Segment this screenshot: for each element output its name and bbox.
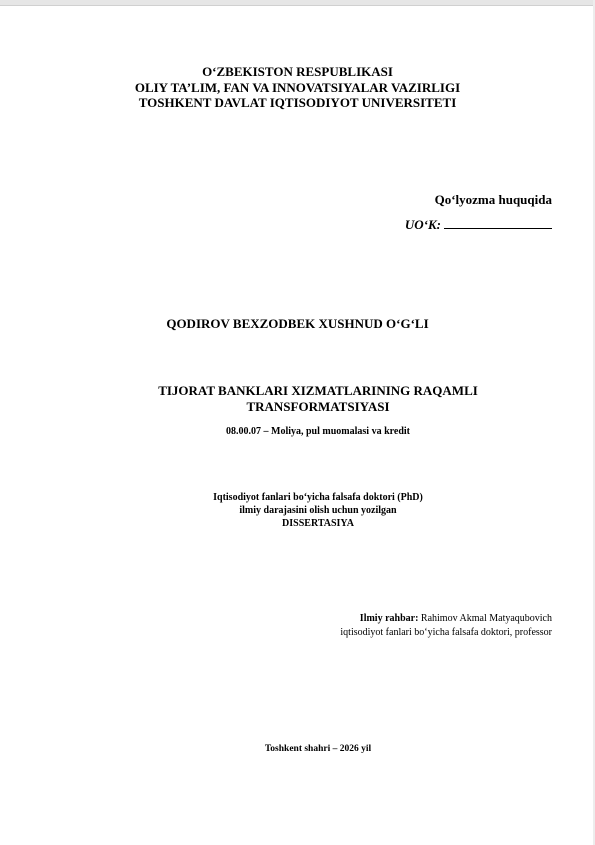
ministry-line: OLIY TA’LIM, FAN VA INNOVATSIYALAR VAZIRLIGI	[134, 79, 461, 95]
title-line-1: TIJORAT BANKLARI XIZMATLARINING RAQAMLI	[158, 383, 478, 398]
degree-line-2: ilmiy darajasini olish uchun yozilgan	[239, 505, 397, 516]
supervisor-line	[340, 612, 552, 626]
udk-blank-line	[444, 216, 552, 229]
title-line-2: TRANSFORMATSIYASI	[246, 399, 390, 414]
udk-field	[405, 216, 552, 233]
degree-line-3: DISSERTASIYA	[282, 518, 354, 529]
supervisor-label: Ilmiy rahbar:	[359, 613, 419, 624]
author-name: QODIROV BEXZODBEK XUSHNUD O‘G‘LI	[166, 316, 429, 331]
degree-statement	[0, 491, 595, 530]
university-line: TOSHKENT DAVLAT IQTISODIYOT UNIVERSITETI	[138, 95, 457, 110]
udk-label: UO‘K:	[404, 217, 441, 232]
supervisor-block	[340, 612, 552, 640]
degree-line-1: Iqtisodiyot fanlari bo‘yicha falsafa doktori (PhD)	[213, 492, 423, 503]
supervisor-name: Rahimov Akmal Matyaqubovich	[420, 613, 552, 624]
dissertation-title	[0, 383, 595, 415]
viewer-top-bar	[0, 0, 595, 6]
specialty-code: 08.00.07 – Moliya, pul muomalasi va kredit	[226, 426, 410, 437]
supervisor-credentials: iqtisodiyot fanlari bo‘yicha falsafa doktori, professor	[340, 627, 552, 638]
city-year: Toshkent shahri – 2026 yil	[264, 744, 372, 754]
manuscript-note: Qo‘lyozma huquqida	[434, 192, 552, 207]
institution-header	[0, 64, 595, 111]
country-line: O‘ZBEKISTON RESPUBLIKASI	[202, 64, 393, 79]
